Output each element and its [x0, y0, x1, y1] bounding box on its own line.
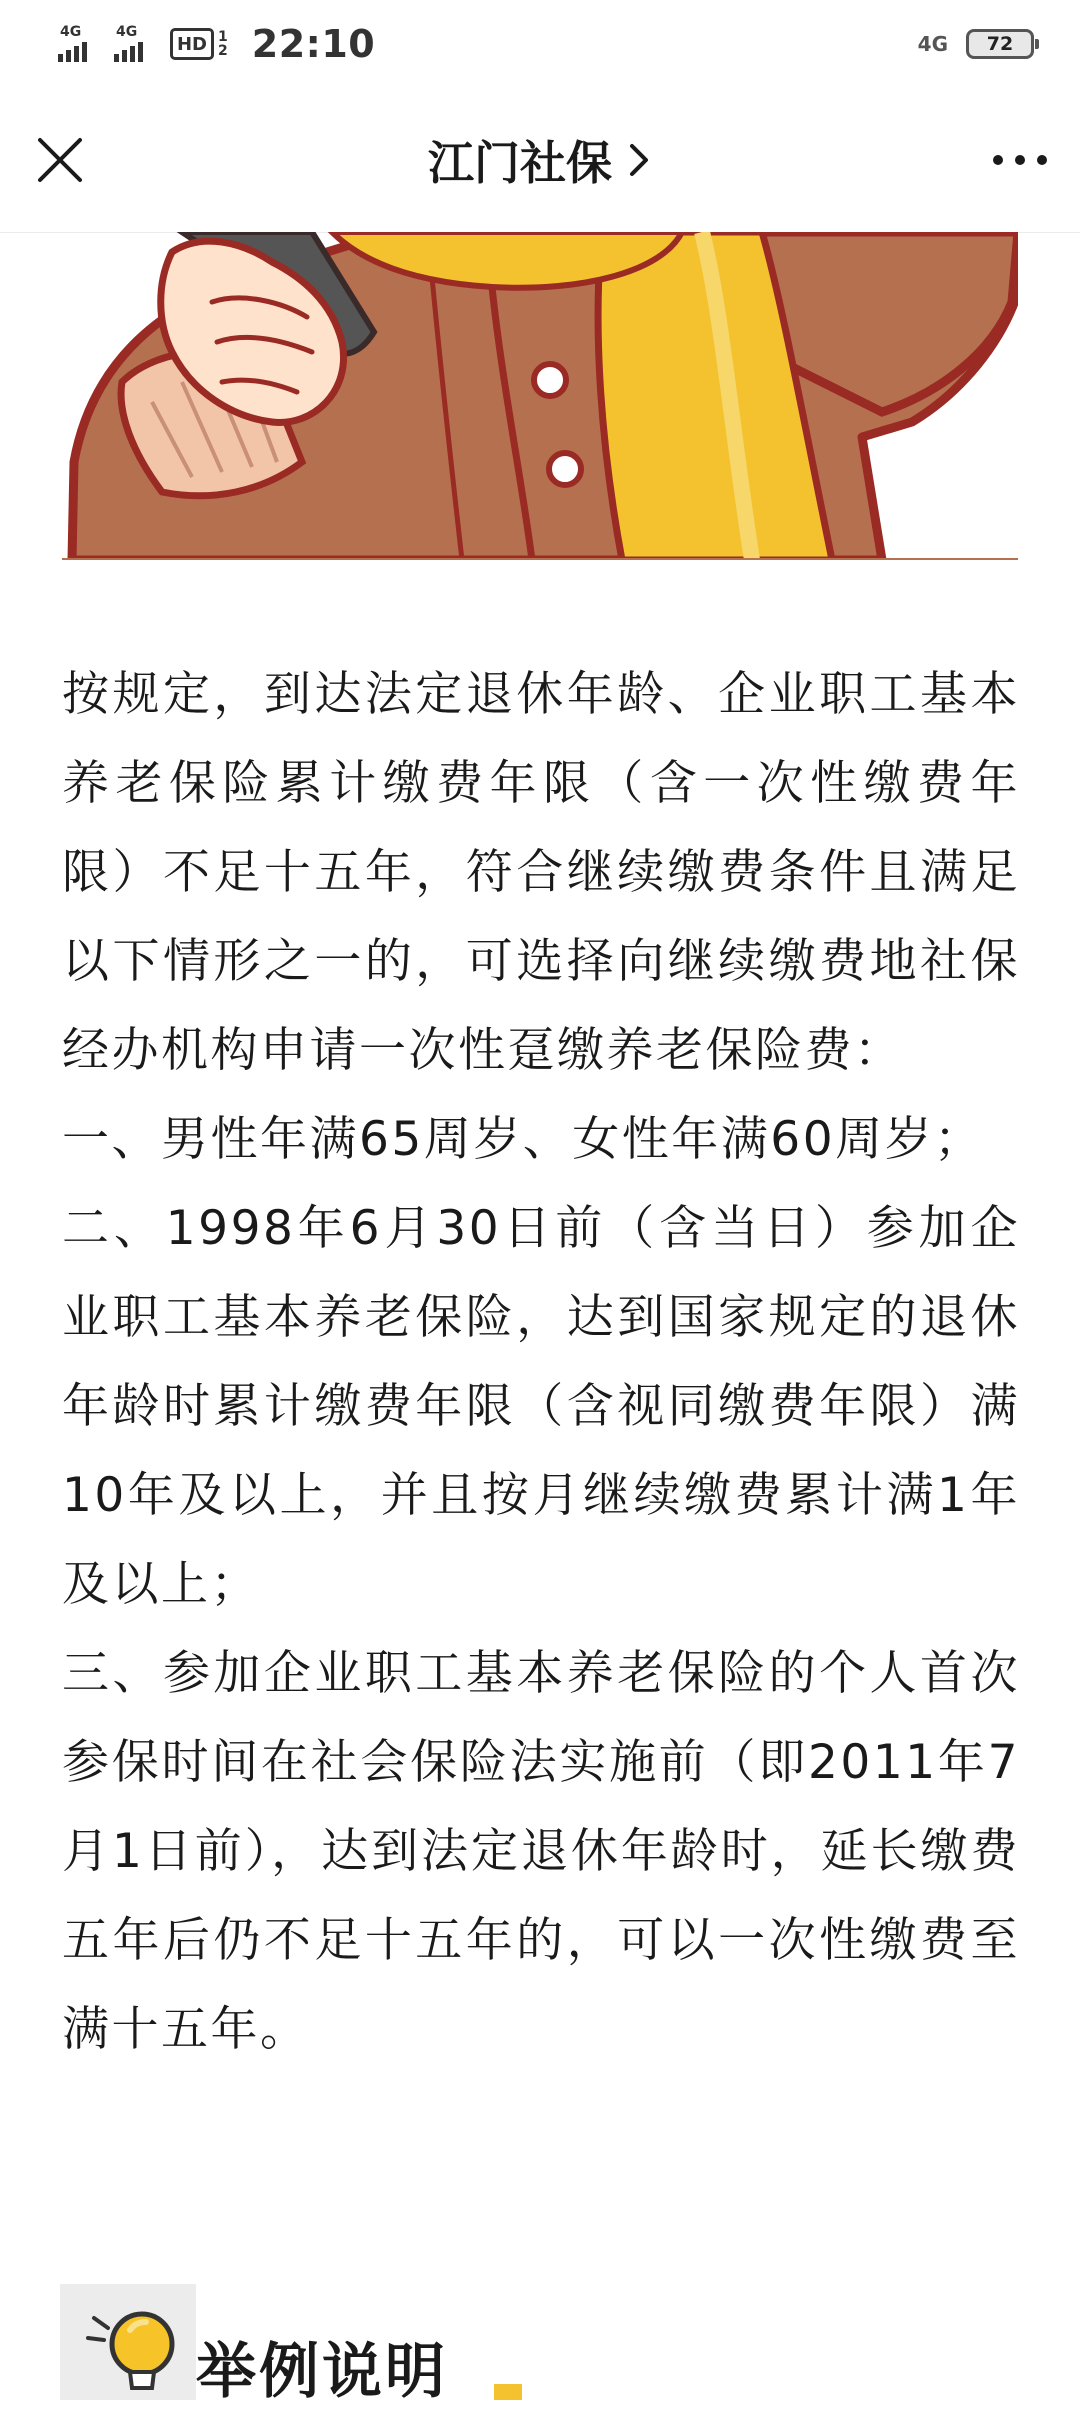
status-bar	[0, 0, 1080, 88]
chevron-right-icon	[626, 140, 652, 180]
hd-sub-label: 1 2	[218, 29, 228, 59]
status-right	[918, 20, 1034, 68]
article-paragraph: 二、1998年6月30日前（含当日）参加企业职工基本养老保险，达到国家规定的退休年龄时累计缴费年限（含视同缴费年限）满10年及以上，并且按月继续缴费累计满1年及以上；	[62, 1201, 1020, 1612]
article-paragraph: 按规定，到达法定退休年龄、企业职工基本养老保险累计缴费年限（含一次性缴费年限）不足十五年，符合继续缴费条件且满足以下情形之一的，可选择向继续缴费地社保经办机构申请一次性趸缴养老保险费：	[62, 667, 1020, 1078]
signal-icon	[58, 24, 104, 64]
hd-voice-icon: HD	[170, 28, 214, 60]
lightbulb-icon	[60, 2284, 196, 2400]
section-title: 举例说明	[196, 2337, 448, 2407]
signal-icon	[114, 24, 160, 64]
section-header	[60, 2284, 760, 2407]
account-title-link[interactable]	[0, 128, 1080, 192]
accent-bar	[494, 2384, 522, 2400]
network-type-label: 4G	[116, 24, 138, 40]
status-left	[58, 20, 375, 68]
page-title: 江门社保	[428, 136, 612, 190]
hero-illustration	[62, 232, 1018, 560]
article-paragraph: 一、男性年满65周岁、女性年满60周岁；	[62, 1112, 984, 1167]
article-body	[62, 650, 1020, 2074]
network-4g-icon: 4G	[917, 32, 948, 56]
battery-level: 72	[986, 33, 1014, 55]
network-type-label: 4G	[60, 24, 82, 40]
article-paragraph: 三、参加企业职工基本养老保险的个人首次参保时间在社会保险法实施前（即2011年7月1日前），达到法定退休年龄时，延长缴费五年后仍不足十五年的，可以一次性缴费至满十五年。	[62, 1646, 1020, 2057]
more-dots-icon[interactable]	[990, 140, 1050, 180]
nav-bar	[0, 88, 1080, 233]
battery-icon	[966, 29, 1034, 59]
status-time: 22:10	[251, 22, 376, 66]
